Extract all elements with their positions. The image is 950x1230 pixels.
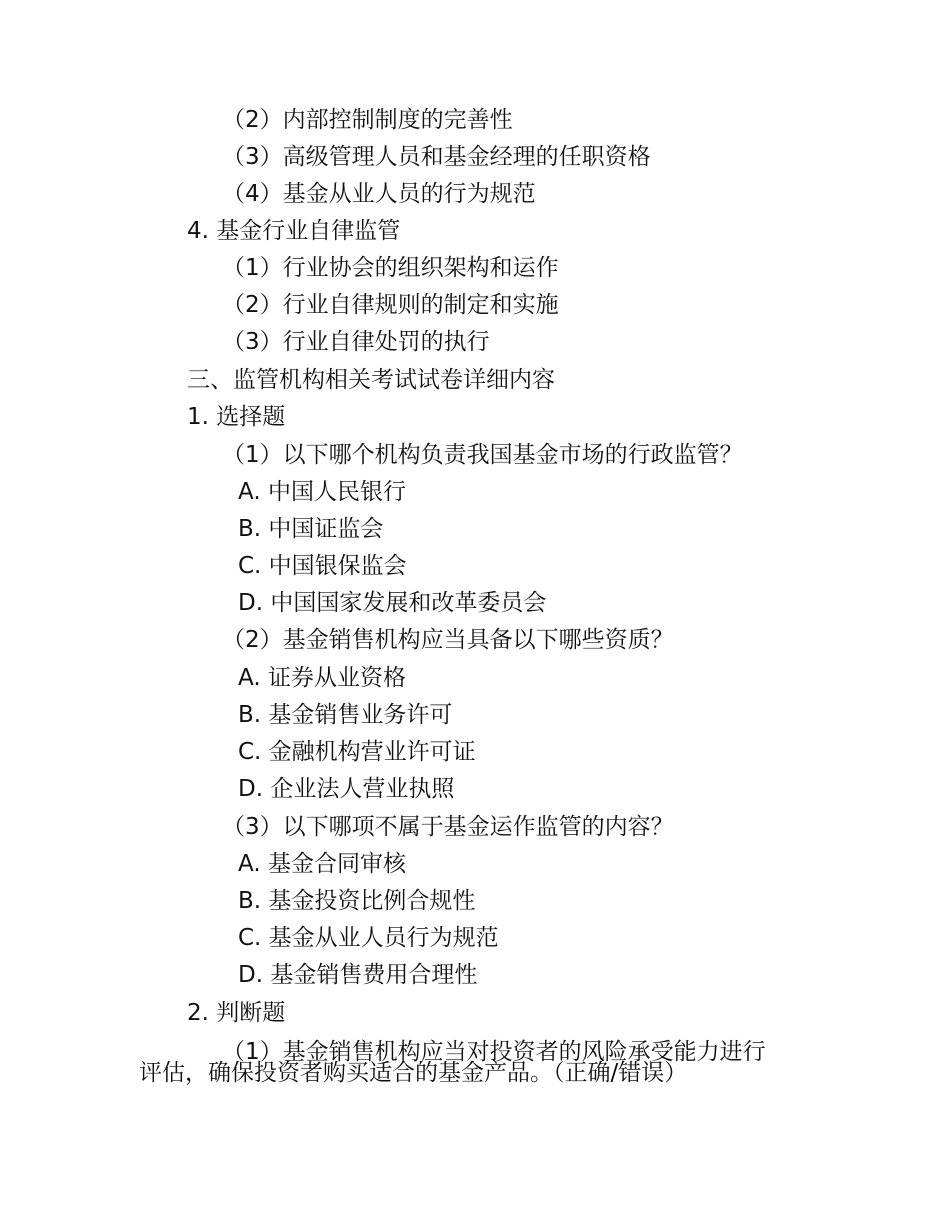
q1-option-a: A. 中国人民银行	[238, 479, 406, 505]
item-senior-management-qualification: （3）高级管理人员和基金经理的任职资格	[222, 144, 651, 170]
question-2: （2）基金销售机构应当具备以下哪些资质？	[222, 627, 674, 653]
q1-option-b: B. 中国证监会	[238, 516, 384, 542]
q2-option-d: D. 企业法人营业执照	[238, 776, 455, 802]
q3-option-c: C. 基金从业人员行为规范	[238, 925, 499, 951]
question-3: （3）以下哪项不属于基金运作监管的内容？	[222, 814, 674, 840]
q2-option-a: A. 证券从业资格	[238, 665, 406, 691]
question-1: （1）以下哪个机构负责我国基金市场的行政监管？	[222, 442, 743, 468]
q1-option-c: C. 中国银保监会	[238, 553, 407, 579]
item-internal-control: （2）内部控制制度的完善性	[222, 107, 513, 133]
q3-option-b: B. 基金投资比例合规性	[238, 888, 476, 914]
section-heading-self-regulation: 4. 基金行业自律监管	[187, 218, 401, 244]
tf-question-1-line-2: 评估，确保投资者购买适合的基金产品。（正确/错误）	[139, 1060, 688, 1086]
q1-option-d: D. 中国国家发展和改革委员会	[238, 590, 547, 616]
q3-option-a: A. 基金合同审核	[238, 851, 406, 877]
item-self-regulation-rules: （2）行业自律规则的制定和实施	[222, 292, 559, 318]
section-heading-true-false: 2. 判断题	[187, 1000, 286, 1026]
section-heading-multiple-choice: 1. 选择题	[187, 404, 286, 430]
q2-option-b: B. 基金销售业务许可	[238, 702, 453, 728]
item-practitioner-conduct: （4）基金从业人员的行为规范	[222, 181, 536, 207]
chapter-heading-exam: 三、监管机构相关考试试卷详细内容	[187, 367, 555, 393]
item-association-structure: （1）行业协会的组织架构和运作	[222, 255, 559, 281]
q2-option-c: C. 金融机构营业许可证	[238, 739, 476, 765]
item-self-regulation-penalty: （3）行业自律处罚的执行	[222, 329, 490, 355]
q3-option-d: D. 基金销售费用合理性	[238, 962, 478, 988]
tf-question-1-line-1: （1）基金销售机构应当对投资者的风险承受能力进行	[222, 1039, 766, 1065]
